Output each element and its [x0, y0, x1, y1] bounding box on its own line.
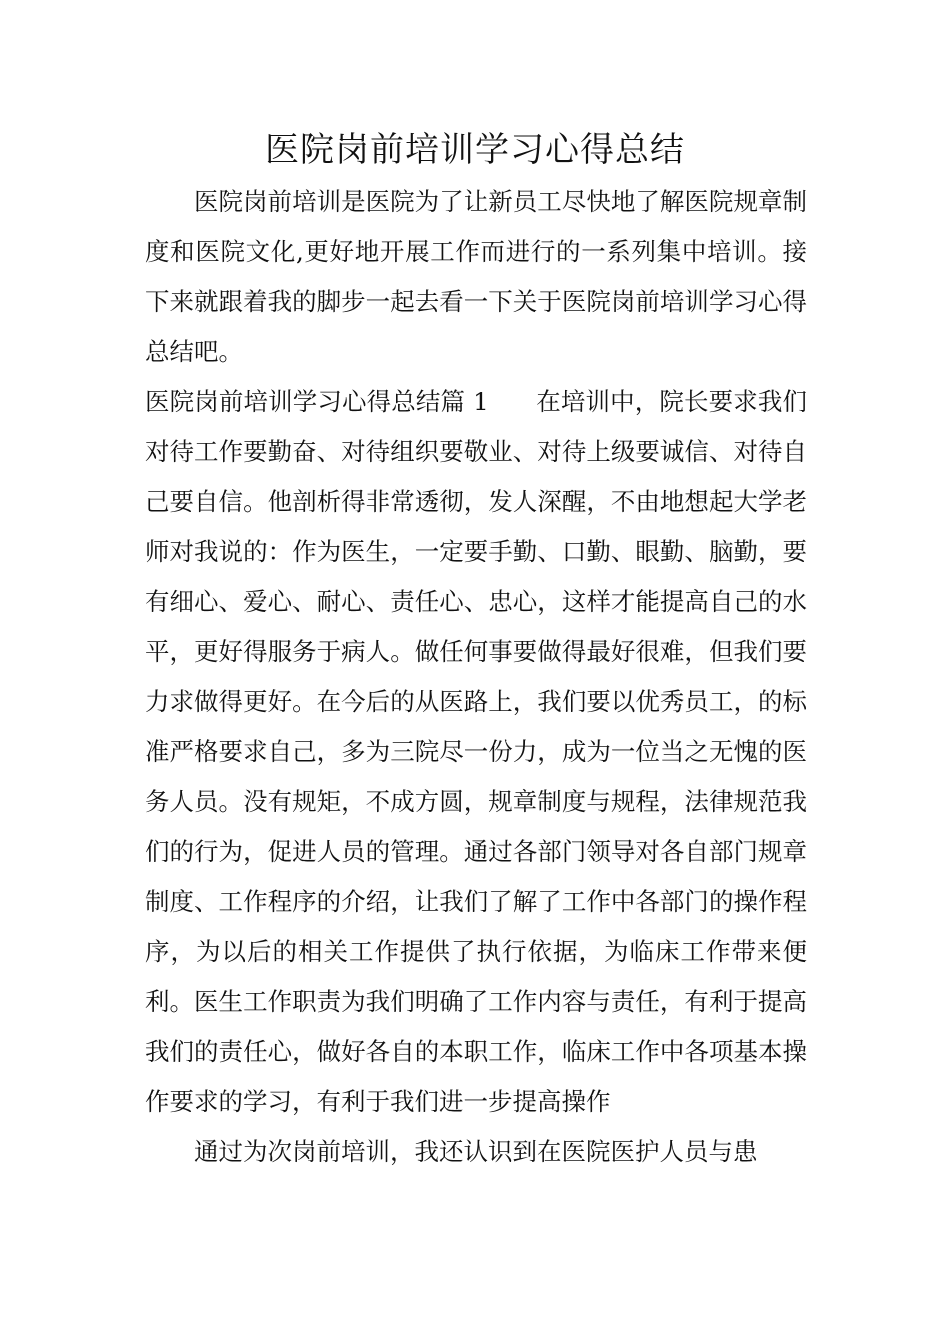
section-1-heading: 医院岗前培训学习心得总结篇 1 — [145, 387, 489, 416]
document-body — [145, 177, 807, 1177]
document-title: 医院岗前培训学习心得总结 — [265, 130, 685, 170]
heading-gap — [489, 387, 537, 416]
paragraph-3: 通过为次岗前培训，我还认识到在医院医护人员与患 — [194, 1137, 758, 1166]
section-1-paragraph — [145, 377, 807, 1127]
intro-paragraph: 医院岗前培训是医院为了让新员工尽快地了解医院规章制度和医院文化,更好地开展工作而进行的一系列集中培训。接下来就跟着我的脚步一起去看一下关于医院岗前培训学习心得总结吧。 — [145, 187, 807, 366]
section-1-body: 在培训中，院长要求我们对待工作要勤奋、对待组织要敬业、对待上级要诚信、对待自己要自信。他剖析得非常透彻，发人深醒，不由地想起大学老师对我说的：作为医生，一定要手勤、口勤、眼勤、脑勤，要有细心、爱心、耐心、责任心、忠心，这样才能提高自己的水平，更好得服务于病人。做任何事要做得最好很难，但我们要力求做得更好。在今后的从医路上，我们要以优秀员工，的标准严格要求自己，多为三院尽一份力，成为一位当之无愧的医务人员。没有规矩，不成方圆，规章制度与规程，法律规范我们的行为，促进人员的管理。通过各部门领导对各自部门规章制度、工作程序的介绍，让我们了解了工作中各部门的操作程序，为以后的相关工作提供了执行依据，为临床工作带来便利。医生工作职责为我们明确了工作内容与责任，有利于提高我们的责任心，做好各自的本职工作，临床工作中各项基本操作要求的学习，有利于我们进一步提高操作 — [145, 387, 808, 1116]
